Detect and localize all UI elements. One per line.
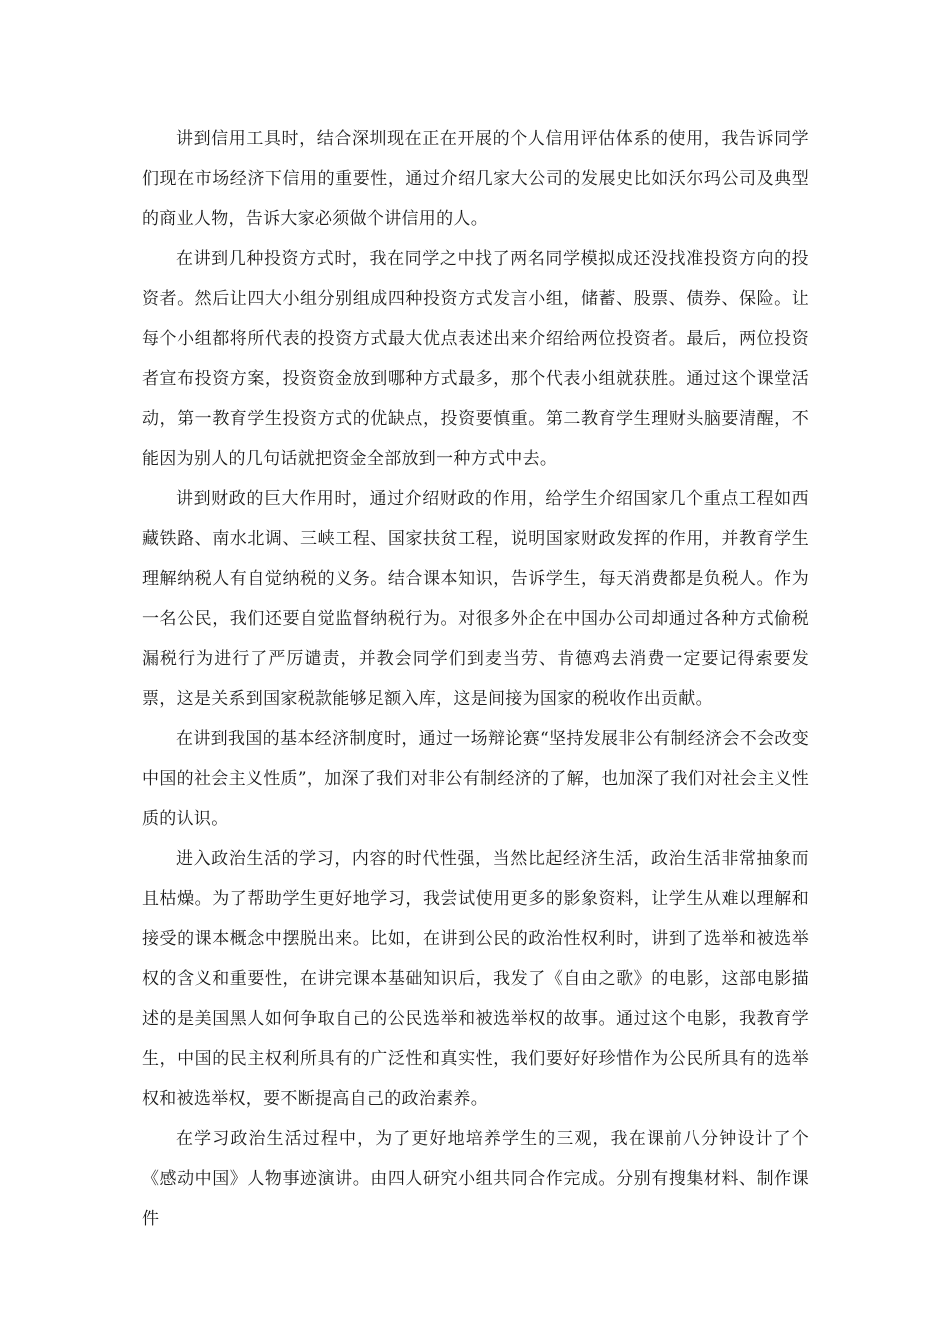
paragraph-credit-tools: 讲到信用工具时，结合深圳现在正在开展的个人信用评估体系的使用，我告诉同学们现在市场经济下信用的重要性，通过介绍几家大公司的发展史比如沃尔玛公司及典型的商业人物，告诉大家必须做个讲信用的人。 xyxy=(142,129,809,229)
document-body xyxy=(142,119,809,1239)
paragraph-political-life: 进入政治生活的学习，内容的时代性强，当然比起经济生活，政治生活非常抽象而且枯燥。为了帮助学生更好地学习，我尝试使用更多的影象资料，让学生从难以理解和接受的课本概念中摆脱出来。比如，在讲到公民的政治性权利时，讲到了选举和被选举权的含义和重要性，在讲完课本基础知识后，我发了《自由之歌》的电影，这部电影描述的是美国黑人如何争取自己的公民选举和被选举权的故事。通过这个电影，我教育学生，中国的民主权利所具有的广泛性和真实性，我们要好好珍惜作为公民所具有的选举权和被选举权，要不断提高自己的政治素养。 xyxy=(142,849,809,1109)
paragraph-fiscal-role: 讲到财政的巨大作用时，通过介绍财政的作用，给学生介绍国家几个重点工程如西藏铁路、南水北调、三峡工程、国家扶贫工程，说明国家财政发挥的作用，并教育学生理解纳税人有自觉纳税的义务。结合课本知识，告诉学生，每天消费都是负税人。作为一名公民，我们还要自觉监督纳税行为。对很多外企在中国办公司却通过各种方式偷税漏税行为进行了严厉谴责，并教会同学们到麦当劳、肯德鸡去消费一定要记得索要发票，这是关系到国家税款能够足额入库，这是间接为国家的税收作出贡献。 xyxy=(142,489,809,709)
paragraph-investment-methods: 在讲到几种投资方式时，我在同学之中找了两名同学模拟成还没找准投资方向的投资者。然后让四大小组分别组成四种投资方式发言小组，储蓄、股票、债券、保险。让每个小组都将所代表的投资方式最大优点表述出来介绍给两位投资者。最后，两位投资者宣布投资方案，投资资金放到哪种方式最多，那个代表小组就获胜。通过这个课堂活动，第一教育学生投资方式的优缺点，投资要慎重。第二教育学生理财头脑要清醒，不能因为别人的几句话就把资金全部放到一种方式中去。 xyxy=(142,249,809,469)
paragraph-touching-china: 在学习政治生活过程中，为了更好地培养学生的三观，我在课前八分钟设计了个《感动中国》人物事迹演讲。由四人研究小组共同合作完成。分别有搜集材料、制作课件 xyxy=(142,1129,809,1229)
paragraph-economic-system: 在讲到我国的基本经济制度时，通过一场辩论赛“坚持发展非公有制经济会不会改变中国的社会主义性质”，加深了我们对非公有制经济的了解，也加深了我们对社会主义性质的认识。 xyxy=(142,729,809,829)
